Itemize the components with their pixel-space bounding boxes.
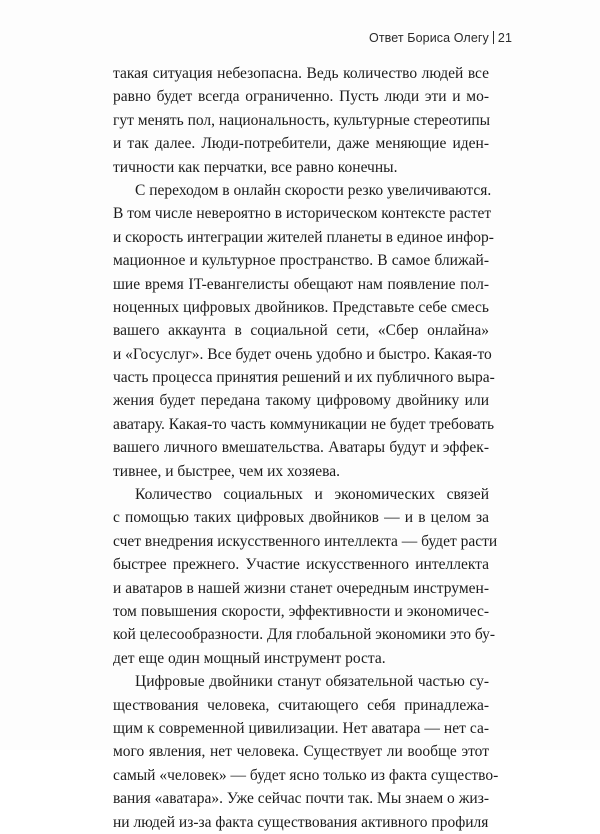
running-title: Ответ Бориса Олегу	[369, 31, 489, 45]
text-line: вания «аватара». Уже сейчас почти так. Мы знаем о жиз-	[113, 790, 489, 808]
page-number: 21	[497, 31, 512, 45]
text-line: и скорость интеграции жителей планеты в единое инфор-	[113, 228, 494, 246]
text-line: вашего аккаунта в социальной сети, «Сбер онлайна»	[113, 322, 489, 340]
text-line: кой целесообразности. Для глобальной экономики это бу-	[113, 626, 496, 644]
paragraph	[113, 670, 499, 834]
text-line: равно будет всегда ограниченно. Пусть люди эти и мо-	[113, 88, 489, 106]
text-line: ществования человека, считающего себя принадлежа-	[113, 696, 489, 714]
running-header	[369, 31, 512, 45]
text-line: Цифровые двойники станут обязательной частью су-	[135, 673, 489, 691]
paragraph	[113, 179, 495, 483]
body-text	[113, 62, 499, 834]
text-line: гут менять пол, национальность, культурные стереотипы	[113, 111, 491, 129]
text-line: мого явления, нет человека. Существует ли вообще этот	[113, 743, 489, 761]
text-line: шие время IT-евангелисты обещают нам появление пол-	[113, 275, 489, 293]
text-line: ноценных цифровых двойников. Представьте себе смесь	[113, 298, 489, 316]
text-line: и аватаров в нашей жизни станет очередным инструмен-	[113, 579, 489, 597]
text-line: мационное и культурное пространство. В самое ближай-	[113, 252, 489, 270]
text-line: С переходом в онлайн скорости резко увеличиваются.	[135, 181, 492, 199]
text-line: том повышения скорости, эффективности и экономичес-	[113, 602, 489, 620]
text-line: вашего личного вмешательства. Аватары будут и эффек-	[113, 439, 489, 457]
text-line: часть процесса принятия решений и их публичного выра-	[113, 369, 495, 387]
text-line: В том числе невероятно в историческом контексте растет	[113, 205, 492, 223]
text-line: быстрее прежнего. Участие искусственного интеллекта	[113, 556, 489, 574]
text-line: тичности как перчатки, все равно конечны.	[113, 158, 398, 176]
text-line: тивнее, и быстрее, чем их хозяева.	[113, 462, 340, 480]
text-line: самый «человек» — будет ясно только из факта существо-	[113, 766, 499, 784]
paragraph	[113, 483, 498, 670]
text-line: с помощью таких цифровых двойников — и в целом за	[113, 509, 489, 527]
text-line: и «Госуслуг». Все будет очень удобно и быстро. Какая-то	[113, 345, 492, 363]
text-line: щим к современной цивилизации. Нет аватара — нет са-	[113, 719, 489, 737]
text-line: ни людей из-за факта существования активного профиля	[113, 813, 489, 831]
text-line: дет еще один мощный инструмент роста.	[113, 649, 386, 667]
text-line: аватару. Какая-то часть коммуникации не будет требовать	[113, 415, 495, 433]
text-line: такая ситуация небезопасна. Ведь количество людей все	[113, 65, 489, 82]
header-divider	[493, 31, 494, 44]
paragraph	[113, 62, 489, 179]
text-line: и так далее. Люди-потребители, даже меняющие иден-	[113, 135, 489, 153]
text-line: счет внедрения искусственного интеллекта — будет расти	[113, 532, 498, 550]
text-line: жения будет передана такому цифровому двойнику или	[113, 392, 489, 410]
text-line: Количество социальных и экономических связей	[135, 486, 489, 504]
